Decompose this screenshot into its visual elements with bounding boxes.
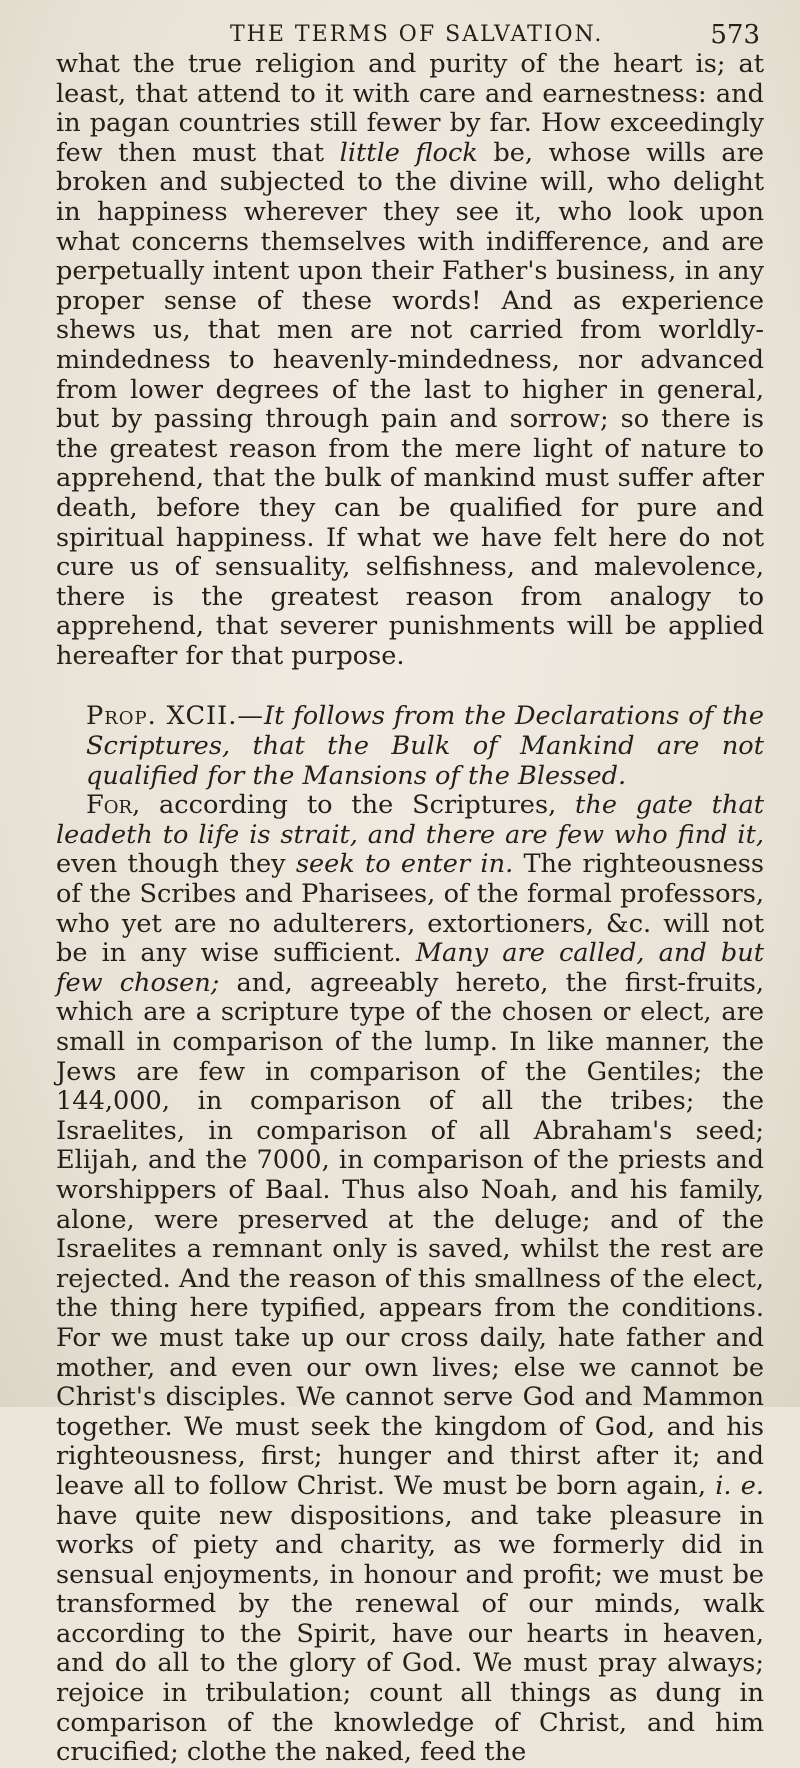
paragraph2-i4: i. e. [715, 1470, 764, 1501]
paragraph2-s4: and, agreeably hereto, the first-fruits, which are a scripture type of the chosen or elect, are small in comparison of the lump. In like manner, the Jews are few in comparison of the Gentiles; the 144,000, in comparison of all the tribes; the Israelites, in comparison of all Abraham's seed; Elijah, and the 7000, in comparison of the priests and worshippers of Baal. Thus also Noah, and his family, alone, were preserved at the deluge; and of the Israelites a remnant only is saved, whilst the rest are rejected. And the reason of this smallness of the elect, the thing here typified, appears from the conditions. For we must take up our cross daily, hate father and mother, and even our own lives; else we cannot be Christ's disciples. We cannot serve God and Mammon together. We must seek the kingdom of God, and his righteousness, first; hunger and thirst after it; and leave all to follow Christ. We must be born again, [56, 967, 765, 1501]
page-number: 573 [710, 20, 760, 50]
paragraph2-i1: the gate that leadeth to life is strait, and there are few who find it, [56, 790, 764, 850]
proposition-text: It follows from the Declarations of the Scriptures, that the Bulk of Mankind are not qualified for the Mansions of the Blessed. [86, 701, 764, 791]
proposition-label: Prop. XCII.— [86, 701, 264, 732]
page-header [60, 10, 760, 50]
paragraph1-italic: little flock [339, 137, 478, 168]
proposition-heading [56, 702, 764, 791]
paragraph-proposition-body [56, 791, 764, 1768]
paragraph2-s2: even though they [56, 849, 296, 880]
body-text [56, 50, 764, 1768]
paragraph2-i2: seek to enter in. [295, 849, 514, 880]
paragraph1-text-a: what the true religion and purity of the heart is; at least, that attend to it with care and earnestness: and in pagan countries still fewer by far. How exceedingly few then must that [56, 49, 764, 168]
paragraph1-text-b: be, whose wills are broken and subjected to the divine will, who delight in happiness wherever they see it, who look upon what concerns themselves with indifference, and are perpetually intent upon their Father's business, in any proper sense of these words! And as experience shews us, that men are not carried from worldly-mindedness to heavenly-mindedness, nor advanced from lower degrees of the last to higher in general, but by passing through pain and sorrow; so there is the greatest reason from the mere light of nature to apprehend, that the bulk of mankind must suffer after death, before they can be qualified for pure and spiritual happiness. If what we have felt here do not cure us of sensuality, selfishness, and malevolence, there is the greatest reason from analogy to apprehend, that severer punishments will be applied hereafter for that purpose. [56, 137, 765, 671]
paragraph2-s3: The righteousness of the Scribes and Pharisees, of the formal professors, who yet are no adulterers, extortioners, &c. will not be in any wise sufficient. [56, 849, 765, 969]
paragraph-continued [56, 50, 764, 671]
paragraph2-s1: according to the Scriptures, [140, 790, 576, 821]
paragraph2-s5: have quite new dispositions, and take pleasure in works of piety and charity, as we formerly did in sensual enjoyments, in honour and profit; we must be transformed by the renewal of our minds, walk according to the Spirit, have our hearts in heaven, and do all to the glory of God. We must pray always; rejoice in tribulation; count all things as dung in comparison of the knowledge of Christ, and him crucified; clothe the naked, feed the [56, 1500, 764, 1768]
paragraph2-first-word: For, [86, 790, 141, 821]
paragraph2-i3: Many are called, and but few chosen; [56, 938, 765, 998]
running-head: THE TERMS OF SALVATION. [230, 22, 604, 47]
